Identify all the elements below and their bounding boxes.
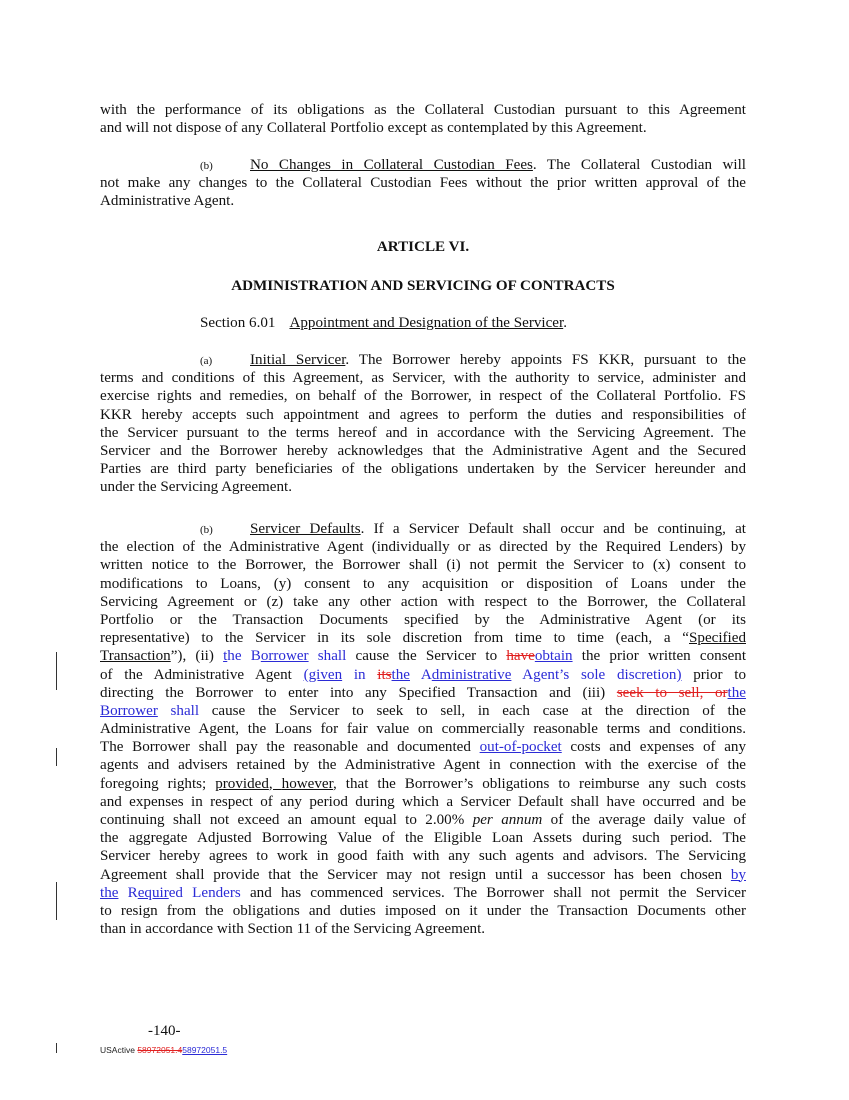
text-line: foregoing rights; provided, however, that the Borrower’s obligations to reimburse any such costs	[100, 775, 746, 792]
text-line: the aggregate Adjusted Borrowing Value of the Eligible Loan Assets during such period. The	[100, 830, 746, 847]
inserted-text: by	[730, 866, 746, 883]
inserted-text: he B	[227, 648, 261, 665]
deleted-text: have	[506, 648, 535, 665]
inserted-text: orrower	[260, 648, 309, 665]
paragraph-heading: Servicer Defaults	[250, 521, 361, 537]
paragraph-heading: No Changes in Collateral Custodian Fees	[250, 157, 533, 173]
section-label: Section 6.01	[200, 315, 276, 331]
inserted-text: sole discretion	[569, 666, 677, 683]
paragraph-first-line: (a) Initial Servicer. The Borrower hereby appoints FS KKR, pursuant to the	[100, 351, 746, 369]
text-line: Servicer hereby agrees to work in good faith with any such agents and advisors. The Servicing	[100, 848, 746, 865]
page-number: -140-	[148, 1023, 181, 1039]
text-line: Servicing Agreement or (z) take any other action with respect to the Borrower, the Collateral	[100, 593, 746, 610]
text-line: Borrower shall cause the Servicer to seek to sell, in each case at the direction of the	[100, 702, 746, 719]
inserted-text: R	[118, 884, 138, 901]
text-line: terms and conditions of this Agreement, as Servicer, with the authority to service, administer and	[100, 370, 746, 387]
inserted-text: shall	[157, 702, 200, 719]
text-line: agents and advisers retained by the Administrative Agent in connection with the exercise of the	[100, 757, 746, 774]
change-bar	[56, 1043, 57, 1053]
section-heading: Section 6.01 Appointment and Designation of the Servicer.	[200, 315, 567, 331]
paragraph-servicer-defaults	[100, 520, 746, 938]
text-line: Servicer and the Borrower hereby acknowledges that the Administrative Agent and the Secured	[100, 442, 746, 459]
text-line: Administrative Agent.	[100, 193, 235, 210]
paragraph-first-line: (b) No Changes in Collateral Custodian Fees. The Collateral Custodian will	[100, 156, 746, 174]
defined-term: Specified	[689, 630, 746, 647]
change-bar	[56, 652, 57, 690]
text-line: directing the Borrower to enter into any Specified Transaction and (iii) seek to sell, orthe	[100, 684, 746, 701]
inserted-text: the	[727, 684, 746, 701]
text-line: modifications to Loans, (y) consent to any acquisition or disposition of Loans under the	[100, 575, 746, 592]
text-line: under the Servicing Agreement.	[100, 479, 292, 496]
inserted-text: the	[100, 884, 119, 901]
inserted-doc-id: 58972051.5	[182, 1045, 228, 1055]
inserted-text: obtain	[534, 648, 573, 665]
text-line: Portfolio or the Transaction Documents specified by the Administrative Agent (or its	[100, 611, 746, 628]
paragraph-marker: (b)	[200, 160, 213, 172]
text-line: and expenses in respect of any period during which a Servicer Default shall have occurred and be	[100, 793, 746, 810]
inserted-text: out-of-pocket	[479, 739, 562, 756]
text-line: continuing shall not exceed an amount equal to 2.00% per annum of the average daily value of	[100, 812, 746, 828]
paragraph-first-line: (b) Servicer Defaults. If a Servicer Default shall occur and be continuing, at	[100, 520, 746, 538]
text-line: Administrative Agent, the Loans for fair value on commercially reasonable terms and conditions.	[100, 721, 746, 738]
article-number: ARTICLE VI.	[376, 239, 470, 255]
inserted-text: in	[342, 666, 378, 683]
paragraph-initial-servicer	[100, 351, 746, 497]
paragraph-marker: (b)	[200, 524, 213, 536]
text-line: with the performance of its obligations as the Collateral Custodian pursuant to this Agreement	[100, 102, 746, 118]
inserted-text: Agent’s	[511, 666, 570, 683]
inserted-text: ed Lenders	[168, 884, 241, 901]
section-title: Appointment and Designation of the Servicer	[289, 315, 564, 331]
inserted-text: shall	[308, 648, 347, 665]
paragraph-heading: Initial Servicer	[250, 352, 346, 368]
deleted-doc-id: 58972051.4	[137, 1045, 183, 1055]
text-line: representative) to the Servicer in its sole discretion from time to time (each, a “Specified	[100, 630, 746, 647]
text-line: written notice to the Borrower, the Borrower shall (i) not permit the Servicer to (x) consent to	[100, 557, 746, 574]
inserted-text: dministrative	[431, 666, 512, 683]
paragraph-continuation	[100, 101, 746, 137]
paragraph-collateral-fees	[100, 156, 746, 211]
paragraph-marker: (a)	[200, 355, 213, 367]
text-line: Parties are third party beneficiaries of the obligations undertaken by the Servicer hereunder and	[100, 461, 746, 478]
inserted-text: A	[410, 666, 432, 683]
text-line: not make any changes to the Collateral Custodian Fees without the prior written approval of the	[100, 175, 746, 192]
text-line: of the Administrative Agent (given in itsthe Administrative Agent’s sole discretion) prior to	[100, 666, 746, 683]
change-bar	[56, 882, 57, 920]
inserted-text: (given	[303, 666, 343, 683]
defined-term: Transaction	[100, 648, 171, 665]
text-line: the Required Lenders and has commenced services. The Borrower shall not permit the Servicer	[100, 884, 746, 901]
text-line: to resign from the obligations and duties imposed on it under the Transaction Documents other	[100, 902, 746, 919]
text-line: and will not dispose of any Collateral Portfolio except as contemplated by this Agreement.	[100, 120, 647, 137]
text-line: KKR hereby accepts such appointment and agrees to perform the duties and responsibilities of	[100, 406, 746, 423]
inserted-text: )	[676, 666, 682, 683]
deleted-text: its	[377, 666, 392, 683]
text-line: The Borrower shall pay the reasonable and documented out-of-pocket costs and expenses of any	[100, 739, 746, 756]
text-line: Transaction”), (ii) the Borrower shall cause the Servicer to haveobtain the prior written consent	[100, 648, 746, 665]
change-bar	[56, 748, 57, 766]
inserted-text: t	[223, 648, 228, 665]
inserted-text: Borrower	[100, 702, 158, 719]
article-title: ADMINISTRATION AND SERVICING OF CONTRACTS	[231, 278, 615, 294]
inserted-text: equir	[137, 884, 169, 901]
text-line: the election of the Administrative Agent (individually or as directed by the Required Lenders) by	[100, 539, 746, 556]
text-line: Agreement shall provide that the Servicer may not resign until a successor has been chosen by	[100, 866, 746, 883]
text-line: than in accordance with Section 11 of the Servicing Agreement.	[100, 921, 486, 938]
deleted-text: seek to sell, or	[616, 684, 728, 701]
document-id-footer: USActive 58972051.458972051.5	[100, 1045, 228, 1055]
text-line: exercise rights and remedies, on behalf of the Borrower, in respect of the Collateral Portfolio. FS	[100, 388, 746, 405]
text-line: the Servicer pursuant to the terms hereof and in accordance with the Servicing Agreement. The	[100, 424, 746, 441]
inserted-text: the	[391, 666, 410, 683]
